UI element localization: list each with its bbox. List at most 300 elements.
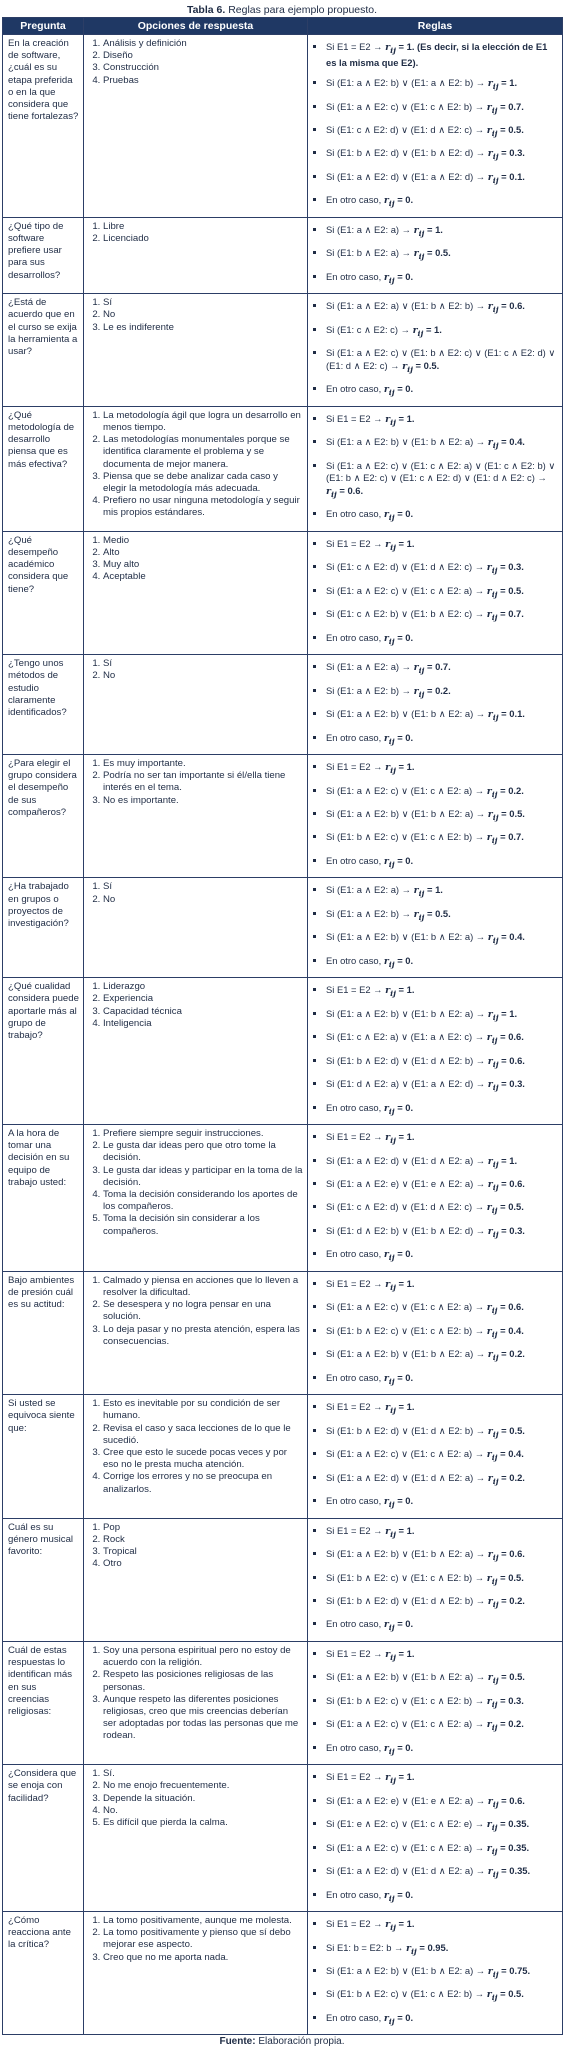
r-base: r — [486, 1819, 492, 1831]
rule-result: = 1. — [395, 984, 415, 996]
rule-item — [326, 121, 558, 144]
rules-cell — [308, 1518, 563, 1641]
rules-cell — [308, 1912, 563, 2035]
rules-cell — [308, 294, 563, 406]
option-item: 2. La tomo positivamente y pienso que sí debo mejorar ese aspecto. — [103, 1927, 303, 1951]
rule-result: = 0.2. — [498, 1348, 525, 1360]
rule-condition: Si (E1: a ∧ E2: a) → — [326, 884, 414, 896]
r-ij-symbol — [488, 1796, 499, 1807]
r-subscript: ij — [390, 1652, 396, 1662]
rule-item — [326, 582, 558, 605]
r-ij-symbol — [487, 1696, 498, 1707]
rule-result: = 0.1. — [498, 170, 525, 182]
rule-condition: Si (E1: a ∧ E2: d) ∨ (E1: a ∧ E2: d) → — [326, 170, 488, 182]
rule-item — [326, 629, 558, 652]
r-base: r — [487, 709, 493, 721]
r-ij-symbol — [383, 195, 395, 209]
r-base: r — [487, 301, 493, 313]
rule-condition: Si (E1: c ∧ E2: d) ∨ (E1: d ∧ E2: c) → — [326, 561, 487, 573]
rule-item — [326, 1815, 558, 1838]
r-subscript: ij — [330, 489, 337, 499]
r-subscript: ij — [388, 275, 395, 285]
rule-result: = 0.1. — [498, 708, 525, 720]
option-item: 2. No me enojo frecuentemente. — [103, 1780, 303, 1792]
r-ij-symbol — [487, 786, 498, 797]
rule-condition: Si (E1: a ∧ E2: b) → — [326, 907, 414, 919]
option-item: 3. Depende la situación. — [103, 1793, 303, 1805]
rule-condition: Si (E1: a ∧ E2: b) ∨ (E1: b ∧ E2: a) → — [326, 1548, 488, 1560]
r-ij-symbol — [384, 272, 395, 283]
question-cell: ¿Tengo unos métodos de estudio claramente identificados? — [3, 655, 84, 755]
rule-result: = 0.2. — [497, 784, 524, 796]
rule-item — [326, 1075, 558, 1098]
rule-condition: Si (E1: a ∧ E2: b) ∨ (E1: b ∧ E2: a) → — [326, 807, 488, 819]
option-item: 3. Piensa que se debe analizar cada caso y elegir la metodología más adecuada. — [103, 471, 303, 495]
rule-result: = 0. — [394, 1618, 414, 1630]
r-base: r — [385, 1525, 391, 1537]
rule-condition: Si (E1: c ∧ E2: d) ∨ (E1: d ∧ E2: c) → — [326, 1201, 487, 1213]
r-ij-symbol — [487, 1843, 498, 1854]
r-ij-symbol — [488, 1966, 499, 1977]
rule-condition: Si (E1: a ∧ E2: b) → — [326, 684, 414, 696]
r-ij-symbol — [402, 361, 413, 372]
rule-result: = 0.6. — [497, 1301, 524, 1313]
rule-item — [326, 297, 558, 320]
rule-item — [326, 928, 558, 951]
rule-item — [326, 1915, 558, 1938]
rule-result: = 0.3. — [498, 147, 525, 159]
rules-cell — [308, 406, 563, 531]
r-subscript: ij — [492, 1012, 499, 1022]
table-row — [3, 217, 563, 293]
r-base: r — [383, 955, 389, 967]
r-base: r — [486, 1989, 492, 2001]
rule-item — [326, 1369, 558, 1392]
r-base: r — [383, 384, 389, 396]
rule-result: = 0. — [394, 1495, 414, 1507]
rule-condition: Si (E1: b ∧ E2: d) ∨ (E1: d ∧ E2: b) → — [326, 1594, 488, 1606]
rule-result: = 0.6. — [498, 1794, 525, 1806]
rule-condition: Si (E1: a ∧ E2: b) ∨ (E1: b ∧ E2: a) → — [326, 436, 488, 448]
rules-list — [312, 758, 558, 875]
rule-result: = 0.4. — [497, 1324, 524, 1336]
r-base: r — [413, 224, 419, 236]
r-ij-symbol — [384, 1496, 395, 1507]
rule-result: = 1. — [424, 223, 443, 235]
rule-result: = 0.35. — [497, 1818, 530, 1830]
r-base: r — [413, 885, 419, 897]
r-subscript: ij — [390, 542, 396, 552]
r-ij-symbol — [406, 1943, 417, 1954]
rule-result: = 1. — [395, 1918, 415, 1930]
r-subscript: ij — [407, 364, 413, 374]
r-ij-symbol — [385, 1132, 396, 1143]
r-base: r — [383, 1742, 389, 1754]
rule-result: = 1. — [395, 537, 415, 549]
question-cell: ¿Considera que se enoja con facilidad? — [3, 1765, 84, 1912]
option-item: 2. Se desespera y no logra pensar en una solución. — [103, 1299, 303, 1323]
rule-condition: Si (E1: a ∧ E2: b) ∨ (E1: b ∧ E2: a) → — [326, 1348, 488, 1360]
r-subscript: ij — [492, 812, 499, 822]
rule-condition: Si (E1: b ∧ E2: d) ∨ (E1: d ∧ E2: b) → — [326, 1424, 488, 1436]
r-ij-symbol — [487, 1326, 498, 1337]
r-subscript: ij — [492, 1599, 499, 1609]
r-subscript: ij — [388, 1893, 395, 1903]
rule-item — [326, 1469, 558, 1492]
r-base: r — [326, 485, 331, 497]
rule-result: = 0. — [394, 1248, 414, 1260]
rule-item — [326, 881, 558, 904]
rule-result: = 0.5. — [497, 124, 524, 135]
r-subscript: ij — [418, 912, 425, 922]
rule-condition: En otro caso, — [326, 508, 384, 520]
rule-condition: Si E1 = E2 → — [326, 1401, 386, 1413]
option-item: 1. Sí — [103, 297, 303, 309]
r-ij-symbol — [488, 1009, 499, 1020]
option-item: 3. No es importante. — [103, 795, 303, 807]
rule-condition: Si E1 = E2 → — [326, 1771, 386, 1783]
rule-condition: Si (E1: b ∧ E2: c) ∨ (E1: c ∧ E2: b) → — [326, 1694, 487, 1706]
rule-result: = 1. — [498, 1007, 518, 1019]
rule-result: = 0.5. — [424, 247, 451, 259]
r-base: r — [487, 1472, 493, 1484]
r-base: r — [383, 1102, 389, 1114]
table-row — [3, 531, 563, 654]
r-subscript: ij — [388, 1376, 395, 1386]
r-subscript: ij — [492, 305, 499, 315]
r-subscript: ij — [492, 1353, 499, 1363]
rules-cell — [308, 1765, 563, 1912]
option-item: 1. Prefiere siempre seguir instrucciones. — [103, 1128, 303, 1140]
r-ij-symbol — [413, 885, 425, 899]
rule-item — [326, 605, 558, 628]
rule-item — [326, 852, 558, 875]
rule-condition: En otro caso, — [326, 383, 384, 395]
rule-result: = 0. — [394, 631, 414, 643]
rule-result: = 0.35. — [498, 1865, 531, 1877]
r-subscript: ij — [410, 1946, 417, 1956]
r-subscript: ij — [492, 1870, 499, 1879]
r-base: r — [383, 855, 389, 867]
r-ij-symbol — [385, 1402, 396, 1416]
rule-item — [326, 729, 558, 752]
rule-result: = 0.5. — [497, 1201, 524, 1213]
option-item: 3. Construcción — [103, 62, 303, 74]
question-cell: ¿Está de acuerdo que en el curso se exija la herramienta a usar? — [3, 294, 84, 406]
r-base: r — [413, 908, 419, 920]
rule-result: = 0.4. — [497, 1448, 524, 1460]
rule-condition: Si (E1: a ∧ E2: e) ∨ (E1: e ∧ E2: a) → — [326, 1794, 488, 1806]
rule-result: = 1. — [395, 761, 415, 773]
rule-condition: Si E1 = E2 → — [326, 1524, 386, 1536]
rule-condition: Si (E1: a ∧ E2: c) ∨ (E1: b ∧ E2: c) ∨ (E1: c ∧ E2: d) ∨ (E1: d ∧ E2: c) → — [326, 347, 556, 371]
rule-result: = 0. — [394, 194, 414, 206]
r-ij-symbol — [486, 1202, 498, 1216]
r-base: r — [486, 1572, 492, 1584]
rule-result: = 0.75. — [498, 1965, 531, 1976]
rule-item — [326, 1422, 558, 1445]
rule-result: = 0.95. — [416, 1941, 449, 1953]
rule-result: = 1. — [395, 1524, 415, 1536]
r-base: r — [487, 1225, 493, 1237]
rule-result: = 0. — [394, 270, 414, 282]
rule-result: = 1. — [395, 1401, 415, 1413]
r-subscript: ij — [491, 128, 498, 138]
options-list — [88, 1275, 303, 1348]
r-subscript: ij — [388, 859, 395, 869]
rule-item — [326, 1345, 558, 1368]
r-base: r — [385, 538, 391, 550]
r-subscript: ij — [492, 936, 499, 946]
rule-item — [326, 168, 558, 191]
rule-result: = 0. — [394, 731, 414, 743]
rule-item — [326, 1962, 558, 1985]
option-item: 4. Aceptable — [103, 571, 303, 583]
table-row — [3, 1395, 563, 1518]
options-cell — [84, 878, 308, 978]
option-item: 1. La tomo positivamente, aunque me molesta. — [103, 1915, 303, 1927]
options-list — [88, 658, 303, 682]
option-item: 1. Es muy importante. — [103, 758, 303, 770]
rule-item — [326, 535, 558, 558]
option-item: 1. Medio — [103, 535, 303, 547]
rule-result: = 0. — [394, 954, 414, 966]
rules-list — [312, 1768, 558, 1909]
rule-result: = 0.3. — [497, 1694, 524, 1706]
rule-item — [326, 1005, 558, 1028]
source-text: Elaboración propia. — [258, 2036, 345, 2047]
r-base: r — [385, 42, 391, 53]
rules-list — [312, 1645, 558, 1762]
r-ij-symbol — [385, 1526, 396, 1537]
options-list — [88, 221, 303, 245]
option-item: 1. Sí — [103, 658, 303, 670]
r-base: r — [486, 1032, 492, 1044]
rule-condition: En otro caso, — [326, 1248, 384, 1260]
rule-condition: Si (E1: a ∧ E2: a) → — [326, 661, 414, 673]
rule-item — [326, 705, 558, 728]
table-row — [3, 406, 563, 531]
option-item: 4. Inteligencia — [103, 1018, 303, 1030]
r-ij-symbol — [488, 1549, 499, 1560]
r-subscript: ij — [492, 1429, 499, 1439]
rule-item — [326, 981, 558, 1004]
rule-condition: Si (E1: c ∧ E2: c) → — [326, 323, 413, 335]
r-base: r — [385, 1772, 391, 1784]
option-item: 1. Esto es inevitable por su condición de ser humano. — [103, 1398, 303, 1422]
rules-cell — [308, 1271, 563, 1394]
r-base: r — [383, 732, 389, 744]
rule-condition: En otro caso, — [326, 1888, 384, 1900]
r-subscript: ij — [491, 1723, 498, 1733]
r-ij-symbol — [487, 932, 499, 946]
rule-item — [326, 905, 558, 928]
rule-result: = 0. — [394, 2011, 414, 2023]
rule-result: = 0. — [394, 854, 414, 866]
rules-list — [312, 1275, 558, 1392]
r-base: r — [486, 1842, 492, 1854]
r-base: r — [383, 509, 389, 521]
option-item: 2. Las metodologías monumentales porque se identifica claramente el problema y se documenta de mejor manera. — [103, 434, 303, 471]
options-list — [88, 981, 303, 1030]
rule-item — [326, 1792, 558, 1815]
rule-item — [326, 1715, 558, 1738]
rules-list — [312, 1128, 558, 1269]
rule-result: = 0.2. — [424, 684, 451, 696]
rule-result: = 0.3. — [498, 1224, 525, 1236]
option-item: 2. Le gusta dar ideas pero que otro tome la decisión. — [103, 1140, 303, 1164]
r-subscript: ij — [492, 152, 499, 162]
r-ij-symbol — [488, 1156, 499, 1167]
question-cell: ¿Cómo reacciona ante la crítica? — [3, 1912, 84, 2035]
r-ij-symbol — [486, 832, 498, 846]
r-base: r — [487, 808, 493, 820]
rule-condition: Si (E1: a ∧ E2: c) ∨ (E1: c ∧ E2: a) → — [326, 584, 487, 596]
r-base: r — [406, 1942, 411, 1954]
r-base: r — [487, 78, 493, 90]
r-base: r — [487, 1008, 493, 1020]
question-cell: ¿Qué cualidad considera puede aportarle más al grupo de trabajo? — [3, 978, 84, 1125]
options-list — [88, 1915, 303, 1964]
option-item: 2. Licenciado — [103, 233, 303, 245]
rules-list — [312, 410, 558, 529]
table-row — [3, 1271, 563, 1394]
r-base: r — [385, 1919, 391, 1931]
rule-item — [326, 1492, 558, 1515]
rule-result: = 0.6. — [498, 1548, 525, 1560]
rule-item — [326, 1692, 558, 1715]
rule-result: = 0. — [394, 508, 414, 520]
rule-result: = 0.6. — [336, 484, 364, 496]
r-base: r — [486, 1325, 492, 1337]
r-base: r — [486, 1202, 492, 1214]
r-subscript: ij — [388, 388, 395, 398]
r-subscript: ij — [491, 1993, 498, 2003]
rule-item — [326, 221, 558, 244]
r-ij-symbol — [488, 172, 499, 183]
rule-item — [326, 144, 558, 167]
rule-result: = 1. — [395, 1647, 415, 1659]
rule-item — [326, 74, 558, 97]
r-base: r — [383, 271, 389, 283]
question-cell: ¿Qué desempeño académico considera que tiene? — [3, 531, 84, 654]
r-base: r — [385, 985, 391, 997]
rule-condition: Si (E1: a ∧ E2: a) → — [326, 223, 414, 235]
option-item: 3. Le gusta dar ideas y participar en la toma de la decisión. — [103, 1165, 303, 1189]
option-item: 1. Pop — [103, 1522, 303, 1534]
rule-result: = 1. — [395, 1771, 415, 1783]
r-subscript: ij — [388, 736, 395, 746]
rule-item — [326, 952, 558, 975]
r-subscript: ij — [390, 1922, 396, 1932]
rule-item — [326, 1886, 558, 1909]
option-item: 2. Revisa el caso y saca lecciones de lo que le sucedió. — [103, 1423, 303, 1447]
rule-item — [326, 558, 558, 581]
rules-cell — [308, 878, 563, 978]
rules-cell — [308, 978, 563, 1125]
r-base: r — [383, 2012, 389, 2024]
r-base: r — [383, 195, 389, 207]
option-item: 2. Rock — [103, 1534, 303, 1546]
r-subscript: ij — [491, 1206, 498, 1216]
rule-result: = 1. — [395, 412, 415, 424]
table-row — [3, 1518, 563, 1641]
r-subscript: ij — [390, 45, 396, 55]
rule-item — [326, 505, 558, 528]
rule-condition: Si E1 = E2 → — [326, 1647, 386, 1659]
rule-item — [326, 1245, 558, 1268]
option-item: 4. No. — [103, 1805, 303, 1817]
rule-result: = 0.5. — [497, 1988, 524, 2000]
rule-condition: Si (E1: a ∧ E2: b) ∨ (E1: b ∧ E2: a) → — [326, 708, 488, 720]
rule-result: = 0.4. — [498, 436, 525, 448]
option-item: 4. Otro — [103, 1558, 303, 1570]
rule-condition: Si (E1: b ∧ E2: c) ∨ (E1: c ∧ E2: b) → — [326, 1571, 487, 1583]
r-ij-symbol — [385, 985, 396, 999]
r-subscript: ij — [491, 836, 498, 846]
rule-condition: Si (E1: a ∧ E2: b) ∨ (E1: b ∧ E2: a) → — [326, 1671, 488, 1683]
question-cell: Bajo ambientes de presión cuál es su actitud: — [3, 1271, 84, 1394]
r-ij-symbol — [383, 1249, 395, 1263]
r-base: r — [487, 148, 493, 160]
r-ij-symbol — [486, 1819, 498, 1833]
option-item: 5. Toma la decisión sin considerar a los compañeros. — [103, 1213, 303, 1237]
r-ij-symbol — [326, 486, 337, 497]
rule-result: = 0.4. — [498, 931, 525, 943]
r-ij-symbol — [487, 125, 498, 136]
option-item: 3. Capacidad técnica — [103, 1006, 303, 1018]
r-subscript: ij — [390, 1135, 396, 1145]
r-subscript: ij — [390, 417, 396, 427]
rules-list — [312, 981, 558, 1122]
question-cell: Cuál es su género musical favorito: — [3, 1518, 84, 1641]
r-ij-symbol — [384, 633, 395, 644]
r-base: r — [383, 1372, 389, 1384]
header-pregunta: Pregunta — [3, 18, 84, 35]
r-ij-symbol — [383, 1619, 395, 1633]
rule-result: = 1. — [424, 884, 443, 896]
rule-condition: En otro caso, — [326, 270, 384, 282]
r-ij-symbol — [413, 325, 424, 336]
option-item: 4. Toma la decisión considerando los aportes de los compañeros. — [103, 1189, 303, 1213]
r-ij-symbol — [488, 709, 499, 720]
rules-cell — [308, 1395, 563, 1518]
r-base: r — [413, 685, 419, 697]
rule-item — [326, 1052, 558, 1075]
rule-result: = 0. — [394, 383, 414, 395]
r-ij-symbol — [487, 437, 499, 451]
rule-item — [326, 1862, 558, 1885]
rule-condition: Si E1 = E2 → — [326, 1131, 386, 1143]
rule-item — [326, 805, 558, 828]
r-subscript: ij — [492, 1969, 499, 1979]
rule-result: = 1. (Es decir, si la elección de E1 es la misma que E2). — [326, 41, 548, 69]
r-ij-symbol — [383, 509, 395, 523]
r-ij-symbol — [384, 2013, 395, 2024]
rule-condition: En otro caso, — [326, 1495, 384, 1507]
r-ij-symbol — [414, 225, 425, 236]
rule-result: = 0.5. — [498, 1424, 525, 1436]
r-ij-symbol — [487, 301, 499, 315]
rules-cell — [308, 35, 563, 218]
table-row — [3, 1912, 563, 2035]
r-ij-symbol — [488, 1079, 499, 1090]
r-base: r — [487, 1795, 493, 1807]
rule-result: = 0.7. — [497, 608, 524, 620]
r-base: r — [487, 1866, 493, 1878]
r-ij-symbol — [488, 809, 499, 820]
r-ij-symbol — [384, 1373, 395, 1384]
